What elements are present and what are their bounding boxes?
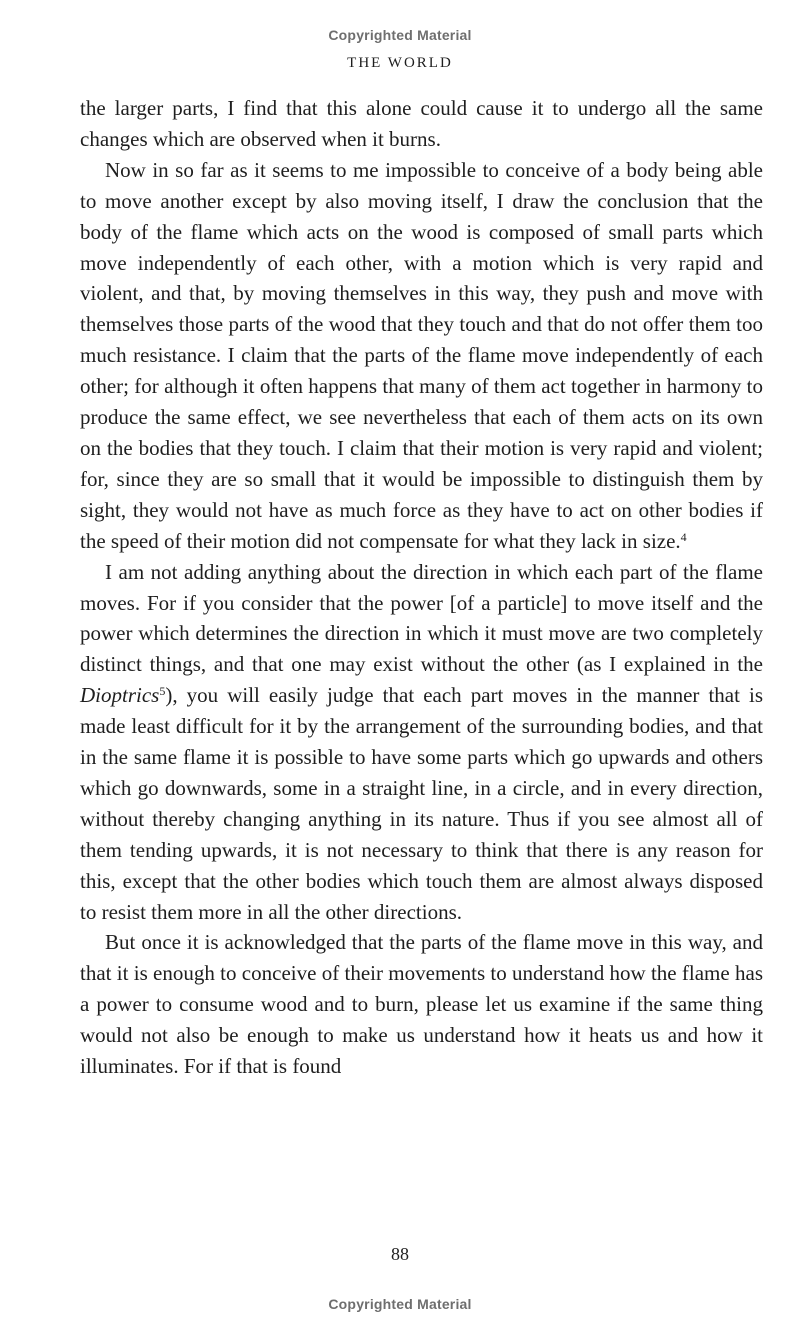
paragraph-4-text: But once it is acknowledged that the parts of the flame move in this way, and that it is enough to conceive of their movements to understand how the flame has a power to consume wood and to burn, please let us examine if the same thing would not also be enough to make us understand how it heats us and how it illuminates. For if that is found bbox=[80, 930, 763, 1079]
body-text bbox=[80, 93, 763, 1082]
paragraph-1-text: the larger parts, I find that this alone could cause it to undergo all the same changes which are observed when it burns. bbox=[80, 96, 763, 151]
footnote-ref-5[interactable]: 5 bbox=[159, 684, 166, 699]
footnote-ref-4[interactable]: 4 bbox=[680, 529, 687, 544]
paragraph-4 bbox=[80, 927, 763, 1082]
copyright-watermark-bottom: Copyrighted Material bbox=[328, 1296, 472, 1312]
paragraph-3-text-a: I am not adding anything about the direction in which each part of the flame moves. For if you consider that the power [of a particle] to move itself and the power which determines the direction in which it must move are two completely distinct things, and that one may exist without the other (as I explained in the bbox=[80, 559, 763, 677]
paragraph-2-text: Now in so far as it seems to me impossible to conceive of a body being able to move another except by also moving itself, I draw the conclusion that the body of the flame which acts on the wood is composed of small parts which move independently of each other, with a motion which is very rapid and violent, and that, by moving themselves in this way, they push and move with themselves those parts of the wood that they touch and that do not offer them too much resistance. I claim that the parts of the flame move independently of each other; for although it often happens that many of them act together in harmony to produce the same effect, we see nevertheless that each of them acts on its own on the bodies that they touch. I claim that their motion is very rapid and violent; for, since they are so small that it would be impossible to distinguish them by sight, they would not have as much force as they have to act on other bodies if the speed of their motion did not compensate for what they lack in size. bbox=[80, 157, 763, 553]
paragraph-3-text-b: ), you will easily judge that each part moves in the manner that is made least difficult for it by the arrangement of the surrounding bodies, and that in the same flame it is possible to have some parts which go upwards and others which go downwards, some in a straight line, in a circle, and in every direction, without thereby changing anything in its nature. Thus if you see almost all of them tending upwards, it is not necessary to think that there is any reason for this, except that the other bodies which touch them are almost always disposed to resist them more in all the other directions. bbox=[80, 683, 763, 924]
paragraph-2 bbox=[80, 155, 763, 557]
running-head: THE WORLD bbox=[347, 55, 453, 71]
paragraph-1 bbox=[80, 93, 763, 155]
paragraph-3 bbox=[80, 557, 763, 928]
dioptrics-title: Dioptrics bbox=[80, 683, 160, 708]
page-number: 88 bbox=[391, 1244, 409, 1264]
copyright-watermark-top: Copyrighted Material bbox=[328, 27, 472, 43]
